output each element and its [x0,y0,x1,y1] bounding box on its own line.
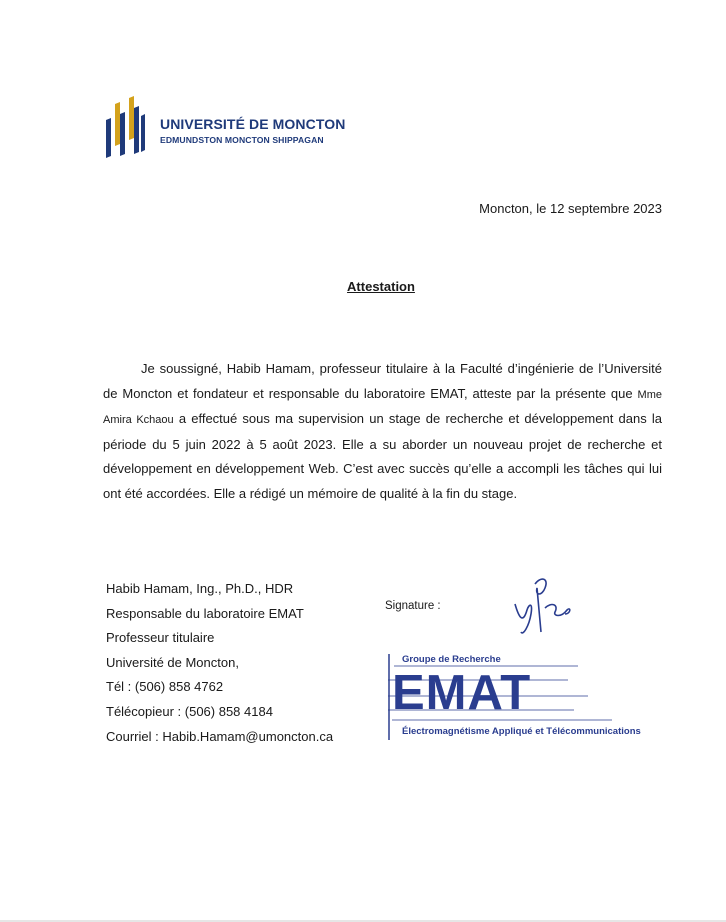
contact-university: Université de Moncton, [106,654,239,670]
letter-title: Attestation [347,279,415,294]
university-logo [104,94,346,158]
contact-rank: Professeur titulaire [106,630,215,646]
signature-label: Signature : [385,600,441,612]
body-part-2: a effectué sous ma supervision un stage de recherche et développement dans la période du 5 juin 2022 à 5 août 2023. Elle a su aborder un nouveau projet de recherche et développement en développement Web. C’est avec succès qu’elle a accompli les tâches qui lui ont été accordées. Elle a rédigé un mémoire de qualité à la fin du stage. [103,411,662,501]
emat-subtitle: Électromagnétisme Appliqué et Télécommunications [402,726,641,737]
body-paragraph [103,357,662,507]
contact-name: Habib Hamam, Ing., Ph.D., HDR [106,581,294,596]
university-emblem-icon [104,94,150,158]
letter-date: Moncton, le 12 septembre 2023 [479,201,662,216]
handwritten-signature [505,574,577,640]
university-campuses: EDMUNDSTON MONCTON SHIPPAGAN [160,135,324,145]
contact-fax: Télécopieur : (506) 858 4184 [106,703,273,719]
emat-group-label: Groupe de Recherche [402,654,501,665]
body-part-1: Je soussigné, Habib Hamam, professeur titulaire à la Faculté d’ingénierie de l’Université de Moncton et fondateur et responsable du laboratoire EMAT, atteste par la présente que [103,361,662,401]
university-name: UNIVERSITÉ DE MONCTON [160,116,346,132]
contact-phone: Tél : (506) 858 4762 [106,679,224,695]
contact-block [106,577,333,749]
emat-logo [388,652,668,744]
contact-email: Courriel : Habib.Hamam@umoncton.ca [106,728,334,744]
contact-role: Responsable du laboratoire EMAT [106,605,304,621]
emat-wordmark: EMAT [392,666,532,720]
letter-body [103,357,662,507]
body-mme-name: Mme Amira Kchaou [103,388,662,427]
